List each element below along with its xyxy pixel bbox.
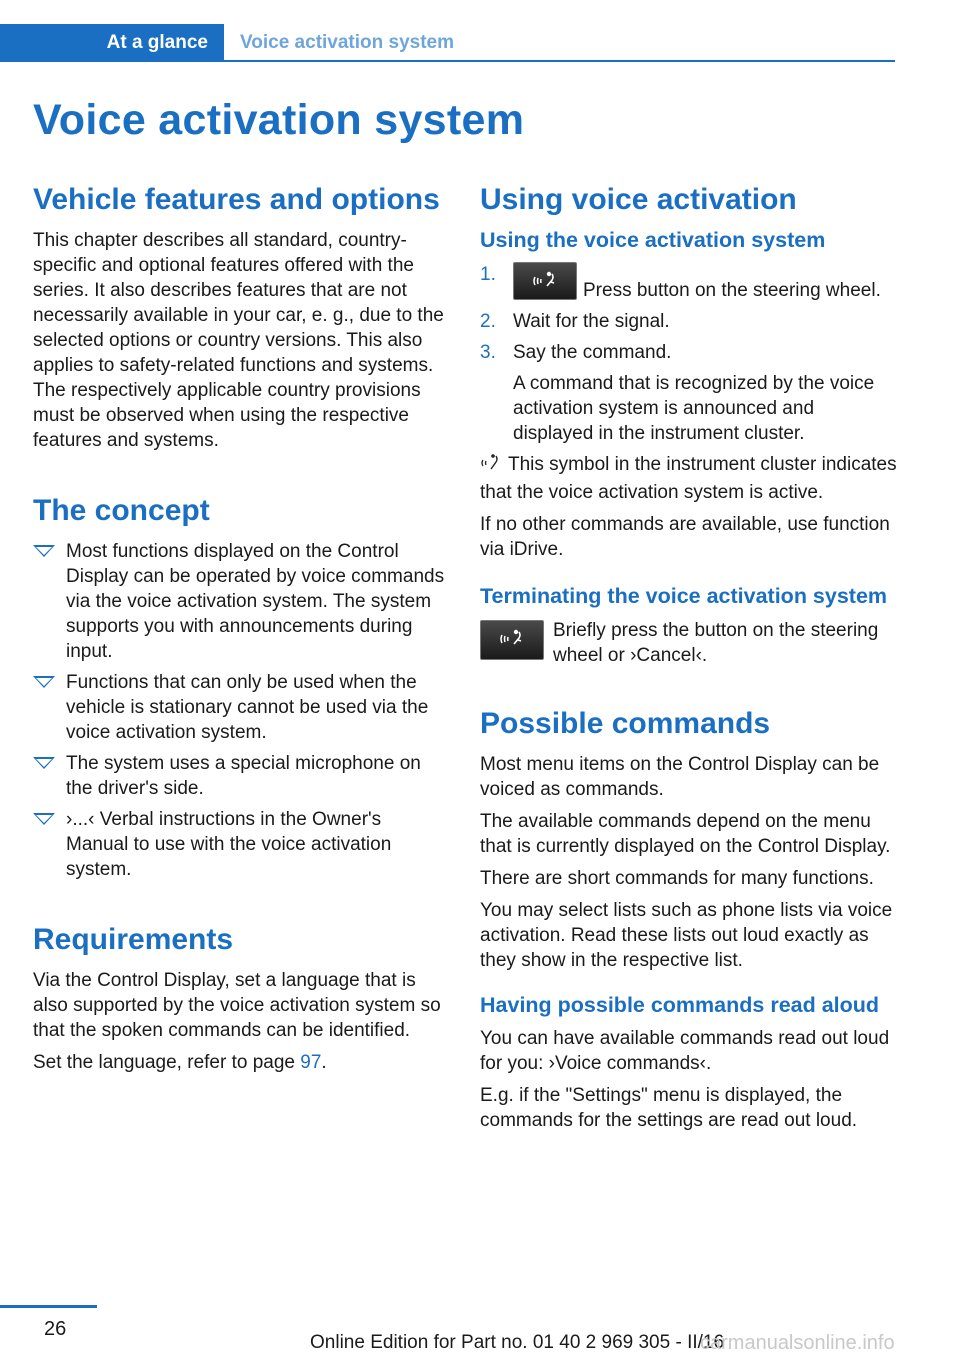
list-item: 2. Wait for the signal. bbox=[480, 310, 670, 332]
bullet-triangle-icon bbox=[33, 757, 55, 769]
language-reference: Set the language, refer to page 97. bbox=[33, 1052, 327, 1073]
voice-active-icon bbox=[480, 453, 504, 480]
voice-button-icon bbox=[480, 620, 544, 660]
steps-list bbox=[480, 262, 898, 446]
list-item: ›...‹ Verbal instructions in the Owner's Manual to use with the voice activation system. bbox=[33, 807, 445, 882]
read-aloud-heading: Having possible commands read aloud bbox=[480, 992, 880, 1017]
footer-divider bbox=[0, 1305, 97, 1308]
features-text: This chapter describes all standard, country-specific and optional features offered with the series. It also describes features that are not necessarily available in your car, e. g., due to the selected options or country versions. This also applies to safety-related functions and systems. The respectively applicable country provisions must be observed when using the respective features and systems. bbox=[33, 230, 444, 451]
read-aloud-text-1: You can have available commands read out loud for you: ›Voice commands‹. bbox=[480, 1028, 890, 1075]
bullet-triangle-icon bbox=[33, 813, 55, 825]
tab-at-a-glance[interactable]: At a glance bbox=[0, 24, 224, 62]
bullet-triangle-icon bbox=[33, 676, 55, 688]
requirements-heading: Requirements bbox=[33, 923, 234, 956]
possible-text-4: You may select lists such as phone lists via voice activation. Read these lists out loud exactly as they show in the respective list. bbox=[480, 899, 893, 971]
concept-list bbox=[33, 539, 445, 882]
list-item: Most functions displayed on the Control Display can be operated by voice commands via the voice activation system. The system supports you with announcements during input. bbox=[33, 539, 445, 664]
list-item: 3. Say the command. A command that is recognized by the voice activation system is announced and displayed in the instrument cluster. bbox=[480, 340, 898, 446]
tab-voice-activation[interactable]: Voice activation system bbox=[240, 32, 455, 53]
terminating-block bbox=[480, 618, 898, 668]
symbol-description: This symbol in the instrument cluster indicates that the voice activation system is active. bbox=[480, 453, 897, 503]
left-column bbox=[33, 182, 445, 1082]
header-divider bbox=[0, 60, 895, 62]
page-title: Voice activation system bbox=[33, 96, 525, 144]
read-aloud-text-2: E.g. if the "Settings" menu is displayed, the commands for the settings are read out loud. bbox=[480, 1085, 858, 1132]
concept-heading: The concept bbox=[33, 494, 210, 527]
using-subheading: Using the voice activation system bbox=[480, 228, 826, 252]
requirements-text: Via the Control Display, set a language that is also supported by the voice activation system so that the spoken commands can be identified. bbox=[33, 970, 441, 1041]
features-heading: Vehicle features and options bbox=[33, 183, 440, 216]
step3-detail: A command that is recognized by the voice activation system is announced and displayed in the instrument cluster. bbox=[513, 372, 875, 444]
possible-heading: Possible commands bbox=[480, 706, 771, 740]
possible-text-3: There are short commands for many functions. bbox=[480, 867, 874, 889]
voice-button-icon bbox=[513, 262, 577, 300]
possible-text-1: Most menu items on the Control Display can be voiced as commands. bbox=[480, 753, 880, 800]
using-heading: Using voice activation bbox=[480, 183, 797, 216]
list-item: The system uses a special microphone on the driver's side. bbox=[33, 751, 445, 801]
right-column bbox=[480, 182, 898, 1140]
watermark: carmanualsonline.info bbox=[700, 1332, 895, 1354]
page-number: 26 bbox=[44, 1318, 67, 1340]
no-commands-text: If no other commands are available, use function via iDrive. bbox=[480, 513, 890, 560]
terminating-heading: Terminating the voice activation system bbox=[480, 583, 888, 608]
possible-text-2: The available commands depend on the menu that is currently displayed on the Control Display. bbox=[480, 810, 891, 857]
terminating-text: Briefly press the button on the steering wheel or ›Cancel‹. bbox=[553, 619, 879, 666]
header-bar bbox=[0, 24, 895, 62]
list-item: 1. Press button on the steering wheel. bbox=[480, 263, 881, 301]
edition-text: Online Edition for Part no. 01 40 2 969 305 - II/16 bbox=[310, 1332, 725, 1353]
bullet-triangle-icon bbox=[33, 545, 55, 557]
page-97-link[interactable]: 97 bbox=[300, 1052, 322, 1073]
list-item: Functions that can only be used when the vehicle is stationary cannot be used via the voice activation system. bbox=[33, 670, 445, 745]
